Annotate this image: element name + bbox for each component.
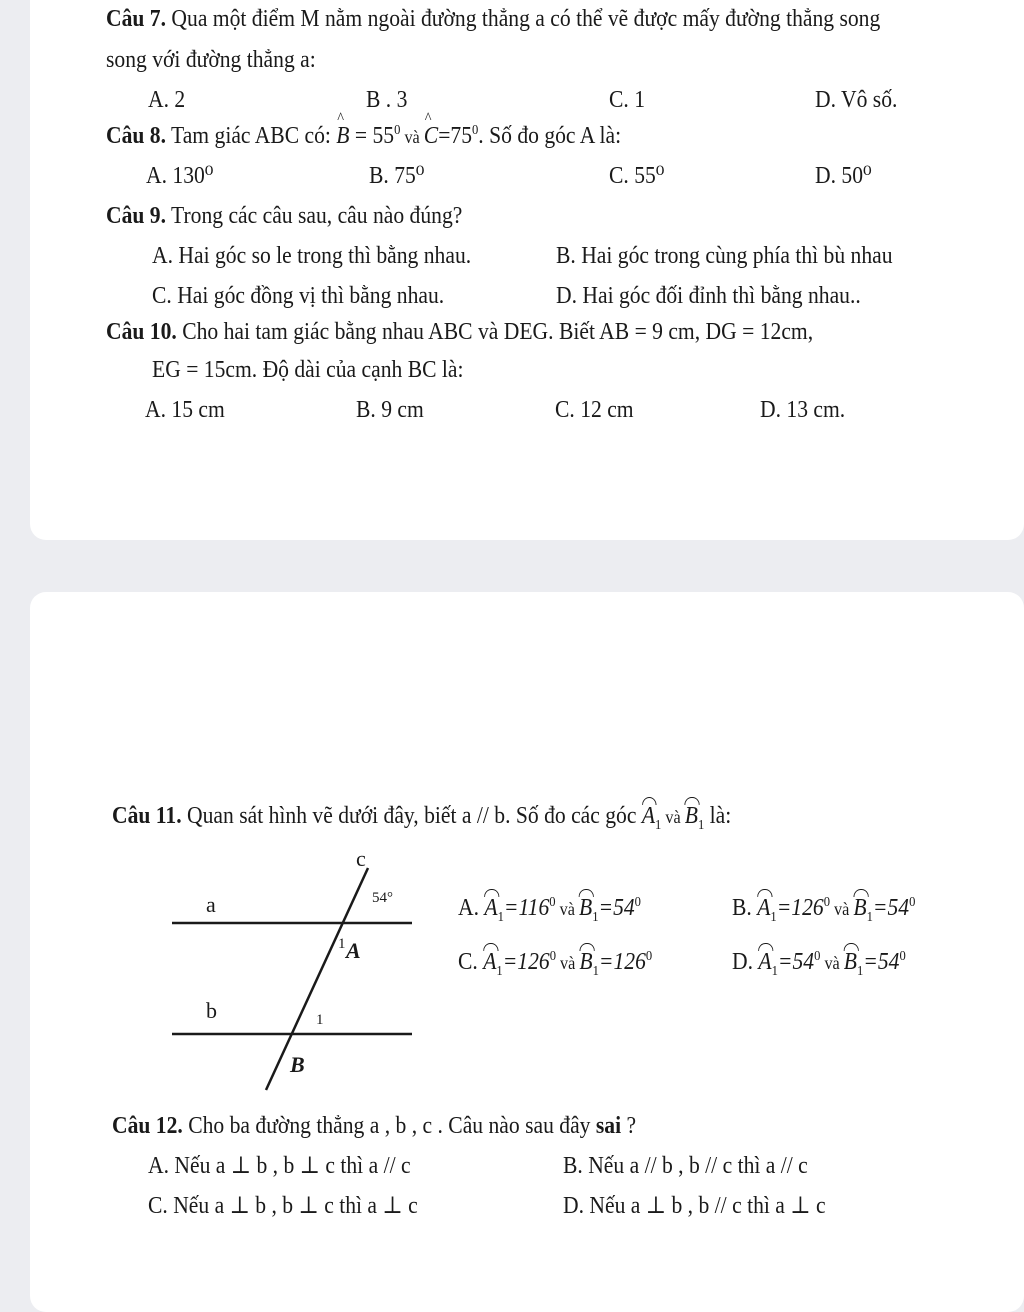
q12-sai: sai bbox=[595, 1113, 622, 1139]
q9-option-a: A. Hai góc so le trong thì bằng nhau. bbox=[152, 243, 472, 269]
q11-line bbox=[112, 804, 731, 833]
q11-c-sub-a: 1 bbox=[496, 963, 503, 979]
q8-angle-b-value: = 55 bbox=[349, 123, 395, 149]
q9-text: Trong các câu sau, câu nào đúng? bbox=[171, 203, 463, 229]
q8-option-b: B. 75⁰ bbox=[369, 163, 425, 189]
q11-c-deg2: 0 bbox=[645, 949, 653, 964]
label-b: b bbox=[206, 998, 217, 1023]
q12-head: Câu 12. bbox=[112, 1113, 183, 1139]
q11-b-v1: =126 bbox=[776, 895, 824, 921]
q9-option-b: B. Hai góc trong cùng phía thì bù nhau bbox=[556, 243, 893, 269]
q11-d-sub-b: 1 bbox=[857, 963, 864, 979]
q11-d-v1: =54 bbox=[777, 949, 815, 975]
q11-a-v2: =54 bbox=[598, 895, 635, 921]
q8-angle-c: ^ C bbox=[424, 124, 438, 148]
q12-text-pre: Cho ba đường thẳng a , b , c . Câu nào sau đây bbox=[188, 1113, 591, 1139]
q11-d-sub-a: 1 bbox=[771, 963, 778, 979]
q11-b-var-b: B bbox=[853, 895, 867, 921]
q8-and: và bbox=[400, 127, 424, 147]
q11-option-c bbox=[458, 950, 652, 979]
q10-option-a: A. 15 cm bbox=[145, 397, 225, 423]
q10-text2: EG = 15cm. Độ dài của cạnh BC là: bbox=[152, 357, 464, 383]
q12-option-b: B. Nếu a // b , b // c thì a // c bbox=[563, 1153, 808, 1179]
q11-a-deg2: 0 bbox=[634, 895, 641, 910]
q7-option-d: D. Vô số. bbox=[815, 87, 898, 113]
q8-text-pre: Tam giác ABC có: bbox=[171, 123, 331, 149]
q11-sub2: 1 bbox=[697, 817, 705, 833]
parallel-lines-figure bbox=[160, 850, 430, 1100]
q11-b-v2: =54 bbox=[872, 895, 910, 921]
label-point-b: B bbox=[290, 1052, 305, 1077]
q11-option-b bbox=[732, 896, 915, 925]
q11-a-sub-a: 1 bbox=[497, 909, 504, 925]
q11-a-v1: =116 bbox=[503, 895, 550, 921]
q11-d-var-b: B bbox=[843, 949, 858, 975]
q11-b-var-a: A bbox=[757, 895, 771, 921]
q11-c-and: và bbox=[556, 953, 580, 973]
q11-d-deg2: 0 bbox=[899, 949, 906, 964]
q8-angle-b: ^ B bbox=[336, 124, 349, 148]
q11-text-pre: Quan sát hình vẽ dưới đây, biết a // b. Số đo các góc bbox=[187, 803, 637, 829]
q11-c-sub-b: 1 bbox=[592, 963, 599, 979]
q11-c-v2: =126 bbox=[598, 949, 646, 975]
q9-head: Câu 9. bbox=[106, 203, 167, 229]
q7-text1: Qua một điểm M nằm ngoài đường thẳng a có thể vẽ được mấy đường thẳng song bbox=[171, 6, 881, 32]
q7-option-a: A. 2 bbox=[148, 87, 186, 113]
q11-d-letter: D. bbox=[732, 949, 754, 975]
q10-option-d: D. 13 cm. bbox=[760, 397, 846, 423]
q11-c-deg1: 0 bbox=[549, 949, 557, 964]
q10-option-c: C. 12 cm bbox=[555, 397, 634, 423]
q10-text1: Cho hai tam giác bằng nhau ABC và DEG. Biết AB = 9 cm, DG = 12cm, bbox=[182, 319, 814, 345]
label-point-a: A bbox=[346, 938, 361, 963]
q11-sub1: 1 bbox=[655, 817, 662, 833]
q11-b-and: và bbox=[830, 899, 854, 919]
q7-option-c: C. 1 bbox=[609, 87, 646, 113]
q12-option-c: C. Nếu a ⊥ b , b ⊥ c thì a ⊥ c bbox=[148, 1193, 418, 1219]
q11-angle-b: B bbox=[684, 803, 698, 829]
q11-d-v2: =54 bbox=[863, 949, 900, 975]
label-1-at-a: 1 bbox=[338, 936, 346, 952]
q11-a-deg1: 0 bbox=[549, 895, 556, 910]
q12-line bbox=[112, 1114, 636, 1138]
q8-head: Câu 8. bbox=[106, 123, 167, 149]
q11-d-var-a: A bbox=[758, 949, 772, 975]
q10-head: Câu 10. bbox=[106, 319, 177, 345]
q8-option-d: D. 50⁰ bbox=[815, 163, 872, 189]
q10-line1 bbox=[106, 320, 813, 344]
q11-d-deg1: 0 bbox=[814, 949, 821, 964]
q7-option-b: B . 3 bbox=[366, 87, 408, 113]
q11-a-and: và bbox=[555, 899, 579, 919]
q11-b-sub-a: 1 bbox=[770, 909, 777, 925]
line-c bbox=[266, 868, 368, 1090]
q11-and: và bbox=[661, 807, 685, 827]
q12-option-a: A. Nếu a ⊥ b , b ⊥ c thì a // c bbox=[148, 1153, 411, 1179]
label-1-at-b: 1 bbox=[316, 1012, 324, 1028]
q11-b-deg1: 0 bbox=[823, 895, 831, 910]
q10-option-b: B. 9 cm bbox=[356, 397, 424, 423]
q11-a-sub-b: 1 bbox=[592, 909, 599, 925]
q7-line1 bbox=[106, 7, 880, 31]
q11-c-v1: =126 bbox=[502, 949, 550, 975]
q12-text-post: ? bbox=[621, 1113, 637, 1139]
q9-line bbox=[106, 204, 462, 228]
q11-c-letter: C. bbox=[458, 949, 478, 975]
q11-a-var-b: B bbox=[578, 895, 593, 921]
q11-c-var-b: B bbox=[579, 949, 593, 975]
q8-line bbox=[106, 124, 621, 148]
q12-option-d: D. Nếu a ⊥ b , b // c thì a ⊥ c bbox=[563, 1193, 826, 1219]
q11-b-deg2: 0 bbox=[909, 895, 916, 910]
q11-option-d bbox=[732, 950, 906, 979]
q8-angle-c-value: =75 bbox=[438, 123, 473, 149]
q11-option-a bbox=[458, 896, 641, 925]
q11-d-and: và bbox=[820, 953, 844, 973]
q8-deg1: 0 bbox=[394, 123, 401, 138]
q8-text-post: . Số đo góc A là: bbox=[478, 123, 622, 149]
q11-a-letter: A. bbox=[458, 895, 480, 921]
q9-option-d: D. Hai góc đối đỉnh thì bằng nhau.. bbox=[556, 283, 861, 309]
q7-text2: song với đường thẳng a: bbox=[106, 47, 316, 73]
q11-b-sub-b: 1 bbox=[866, 909, 873, 925]
q11-text-post: là: bbox=[704, 803, 732, 829]
q11-c-var-a: A bbox=[483, 949, 497, 975]
q11-angle-a: A bbox=[641, 803, 656, 829]
q8-option-c: C. 55⁰ bbox=[609, 163, 665, 189]
q8-deg2: 0 bbox=[472, 123, 479, 138]
q7-head: Câu 7. bbox=[106, 6, 167, 32]
q11-b-letter: B. bbox=[732, 895, 752, 921]
q9-option-c: C. Hai góc đồng vị thì bằng nhau. bbox=[152, 283, 445, 309]
q11-head: Câu 11. bbox=[112, 803, 182, 829]
q8-option-a: A. 130⁰ bbox=[146, 163, 214, 189]
label-54-degrees: 54° bbox=[372, 890, 393, 906]
label-c: c bbox=[356, 850, 366, 871]
question-card-top bbox=[30, 0, 1024, 540]
label-a: a bbox=[206, 892, 216, 917]
q11-a-var-a: A bbox=[484, 895, 498, 921]
